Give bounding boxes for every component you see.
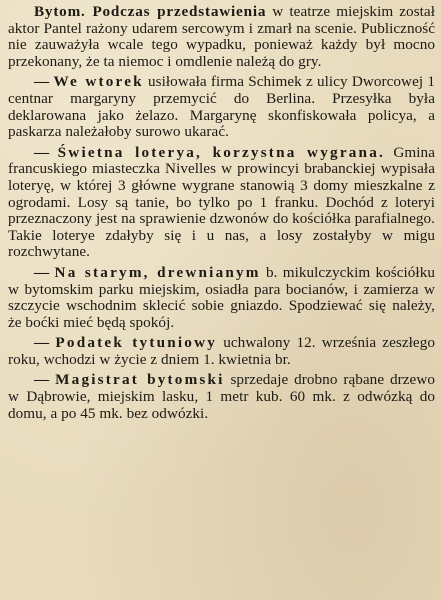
article-lottery bbox=[8, 145, 435, 261]
article-body: uchwalony 12. września zeszłego roku, wchodzi w życie z dniem 1. kwietnia br. bbox=[8, 334, 435, 368]
article-tobacco-tax bbox=[8, 335, 435, 368]
article-dash: — bbox=[34, 143, 50, 161]
article-body: b. mikulczyckim kościółku w bytomskim parku miejskim, osiadła para bocianów, i zamierza w szczycie wschodnim sklecić sobie gniazdo. Spodziewać się należy, że boćki mieć będą spokój. bbox=[8, 263, 435, 331]
article-margarine-smuggling bbox=[8, 74, 435, 140]
article-dash: — bbox=[34, 371, 50, 389]
article-storks bbox=[8, 265, 435, 331]
article-dash: — bbox=[34, 73, 50, 91]
article-lead: Magistrat bytomski bbox=[55, 371, 225, 389]
article-theatre-death bbox=[8, 4, 435, 70]
article-body: usiłowała firma Schimek z ulicy Dworcowej 1 centnar margaryny przemycić do Berlina. Przesyłka była deklarowana jako żelazo. Margarynę skonfiskowała policya, a paskarza należałoby surowo ukarać. bbox=[8, 73, 435, 141]
article-dash: — bbox=[34, 334, 50, 352]
article-body: Gmina francuskiego miasteczka Nivelles w prowincyi brabanckiej wypisała loteryę, w której 3 główne wygrane stanowią 3 domy mieszkalne z ogrodami. Losy są tanie, bo tylko po 1 franku. Dochód z loteryi przeznaczony jest na sprawienie dzwonów do kościółka parafialnego. Takie loterye zdałyby się i u nas, a losy zostałyby w migu rozchwytane. bbox=[8, 143, 435, 261]
article-body: w teatrze miejskim został aktor Pantel rażony udarem sercowym i zmarł na scenie. Publiczność nie zauważyła wcale tego wypadku, ponieważ każdy był mocno przekonany, że ta niemoc i omdlenie należą do gry. bbox=[8, 3, 435, 70]
article-lead: Bytom. Podczas przedstawienia bbox=[34, 3, 267, 20]
article-lead: Podatek tytuniowy bbox=[55, 334, 218, 352]
article-dash: — bbox=[34, 263, 50, 281]
article-firewood-sale bbox=[8, 372, 435, 422]
article-lead: Na starym, drewnianym bbox=[54, 263, 261, 281]
article-lead: We wtorek bbox=[53, 73, 144, 91]
article-body: sprzedaje drobno rąbane drzewo w Dąbrowie, miejskim lasku, 1 metr kub. 60 mk. z odwózką do domu, a po 45 mk. bez odwózki. bbox=[8, 371, 435, 422]
article-lead: Świetna loterya, korzystna wygrana. bbox=[57, 143, 385, 161]
